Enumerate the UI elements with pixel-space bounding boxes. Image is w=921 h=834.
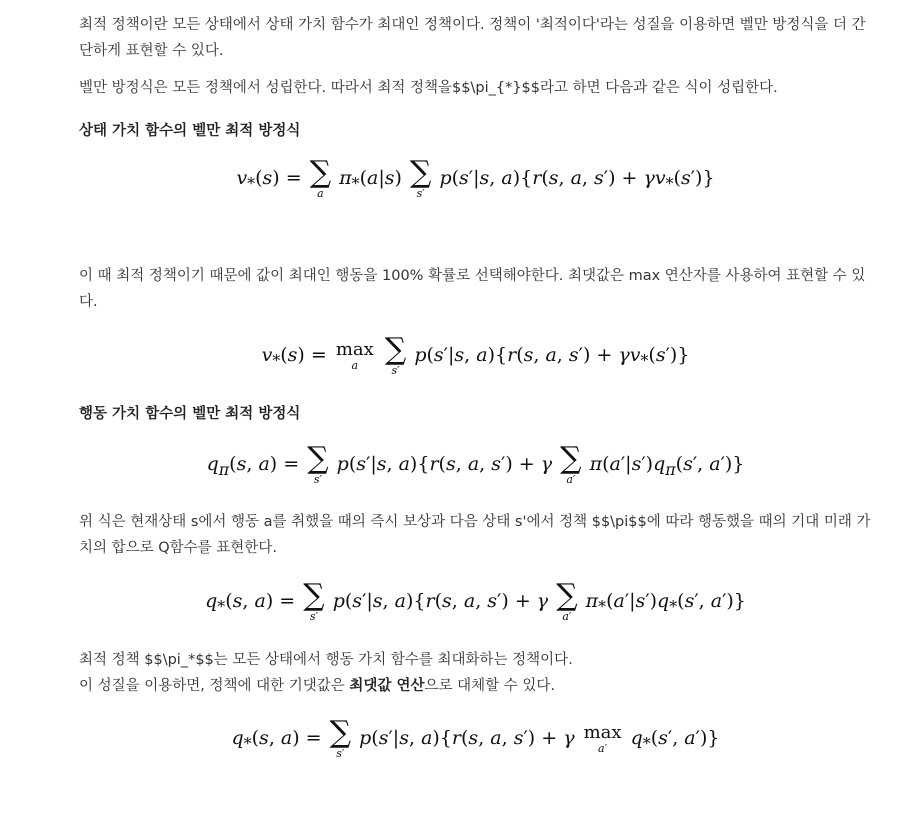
equation-state-value-optimal-max: $v_*(s)$ = max a ∑ s′ p(s′|s, a){r(s, a, $s') + \gamma v_*(s')$}	[261, 332, 690, 377]
paragraph-optimal-policy-max	[79, 648, 879, 699]
bold-max-operation: 최댓값 연산	[349, 677, 425, 694]
paragraph-optimal-policy-intro: 최적 정책이란 모든 상태에서 상태 가치 함수가 최대인 정책이다. 정책이 '최적이다'라는 성질을 이용하면 벨만 방정식을 더 간단하게 표현할 수 있다.	[79, 17, 866, 59]
paragraph-max-operator: 이 때 최적 정책이기 때문에 값이 최대인 행동을 100% 확률로 선택해야한다. 최댓값은 max 연산자를 사용하여 표현할 수 있다.	[79, 268, 866, 310]
paragraph-bellman-all-policies: 벨만 방정식은 모든 정책에서 성립한다. 따라서 최적 정책을$$\pi_{*}$$라고 하면 다음과 같은 식이 성립한다.	[79, 80, 778, 96]
equation-state-value-optimal-sum: $v_*(s)$ = ∑ a $\pi_*(a|s)$ ∑ s′ p(s′|s, a){r(s, a, $s') + \gamma v_*(s')$}	[236, 155, 715, 200]
paragraph-line-1: 최적 정책 $$\pi_*$$는 모든 상태에서 행동 가치 함수를 최대화하는 정책이다.	[79, 652, 573, 668]
equation-action-value-policy: $q_\pi(s$, a) = ∑ s′ p(s′|s, a){r(s, a, s′) + γ ∑ a′ $\pi(a'|s')q_\pi(s'$, a′)}	[206, 441, 745, 486]
equation-action-value-optimal-max: $q_*(s$, a) = ∑ s′ p(s′|s, a){r(s, a, s′) + γ max a′ $q_*(s'$, a′)}	[231, 715, 720, 760]
heading-state-value-bellman-optimality: 상태 가치 함수의 벨만 최적 방정식	[79, 123, 301, 139]
paragraph-q-function-explanation: 위 식은 현재상태 s에서 행동 a를 취했을 때의 즉시 보상과 다음 상태 s'에서 정책 $$\pi$$에 따라 행동했을 때의 기대 미래 가치의 합으로 Q함수를 표현한다.	[79, 514, 871, 556]
paragraph-line-2-suffix: 으로 대체할 수 있다.	[424, 677, 555, 694]
paragraph-line-2-prefix: 이 성질을 이용하면, 정책에 대한 기댓값은	[79, 677, 350, 694]
equation-action-value-optimal-sum: $q_*(s$, a) = ∑ s′ p(s′|s, a){r(s, a, s′) + γ ∑ a′ $\pi_*(a'|s')q_*(s'$, a′)}	[205, 578, 746, 623]
heading-action-value-bellman-optimality: 행동 가치 함수의 벨만 최적 방정식	[79, 406, 301, 422]
